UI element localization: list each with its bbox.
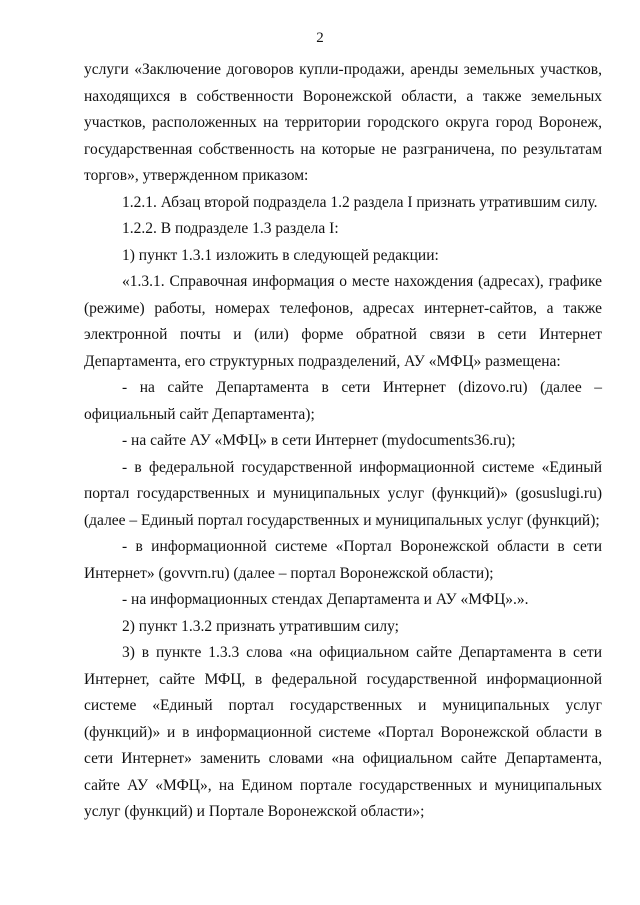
paragraph-continuation: услуги «Заключение договоров купли-продажи, аренды земельных участков, находящихся в собственности Воронежской области, а также земельных участков, расположенных на территории городского округа город Воронеж, государственная собственность на которые не разграничена, по результатам торгов», утвержденном приказом: xyxy=(84,61,602,184)
bullet-department-site: - на сайте Департамента в сети Интернет (dizovo.ru) (далее – официальный сайт Департамента); xyxy=(84,379,602,423)
bullet-unified-portal: - в федеральной государственной информационной системе «Единый портал государственных и муниципальных услуг (функций)» (gosuslugi.ru) (далее – Единый портал государственных и муниципальных услуг (функций); xyxy=(84,458,602,529)
paragraph-1-2-2: 1.2.2. В подразделе 1.3 раздела I: xyxy=(122,220,339,237)
bullet-mfc-site: - на сайте АУ «МФЦ» в сети Интернет (mydocuments36.ru); xyxy=(122,432,516,449)
paragraph-item-2: 2) пункт 1.3.2 признать утратившим силу; xyxy=(122,617,399,635)
page-number: 2 xyxy=(316,30,324,46)
paragraph-1-3-1: «1.3.1. Справочная информация о месте нахождения (адресах), графике (режиме) работы, номерах телефонов, адресах интернет-сайтов, а также электронной почты и (или) форме обратной связи в сети Интернет Департамента, его структурных подразделений, АУ «МФЦ» размещена: xyxy=(84,273,602,370)
paragraph-1-2-1: 1.2.1. Абзац второй подраздела 1.2 раздела I признать утратившим силу. xyxy=(122,193,598,211)
bullet-info-stands: - на информационных стендах Департамента и АУ «МФЦ».». xyxy=(122,591,529,608)
paragraph-item-3: 3) в пункте 1.3.3 слова «на официальном сайте Департамента в сети Интернет, сайте МФЦ, в федеральной государственной информационной системе «Единый портал государственных и муниципальных услуг (функций)» и в информационной системе «Портал Воронежской области в сети Интернет» заменить словами «на официальном сайте Департамента, сайте АУ «МФЦ», на Едином портале государственных и муниципальных услуг (функций) и Портале Воронежской области»; xyxy=(84,644,602,820)
paragraph-item-1: 1) пункт 1.3.1 изложить в следующей редакции: xyxy=(122,246,439,264)
bullet-voronezh-portal: - в информационной системе «Портал Воронежской области в сети Интернет» (govvrn.ru) (далее – портал Воронежской области); xyxy=(84,538,602,582)
document-body xyxy=(84,57,602,826)
